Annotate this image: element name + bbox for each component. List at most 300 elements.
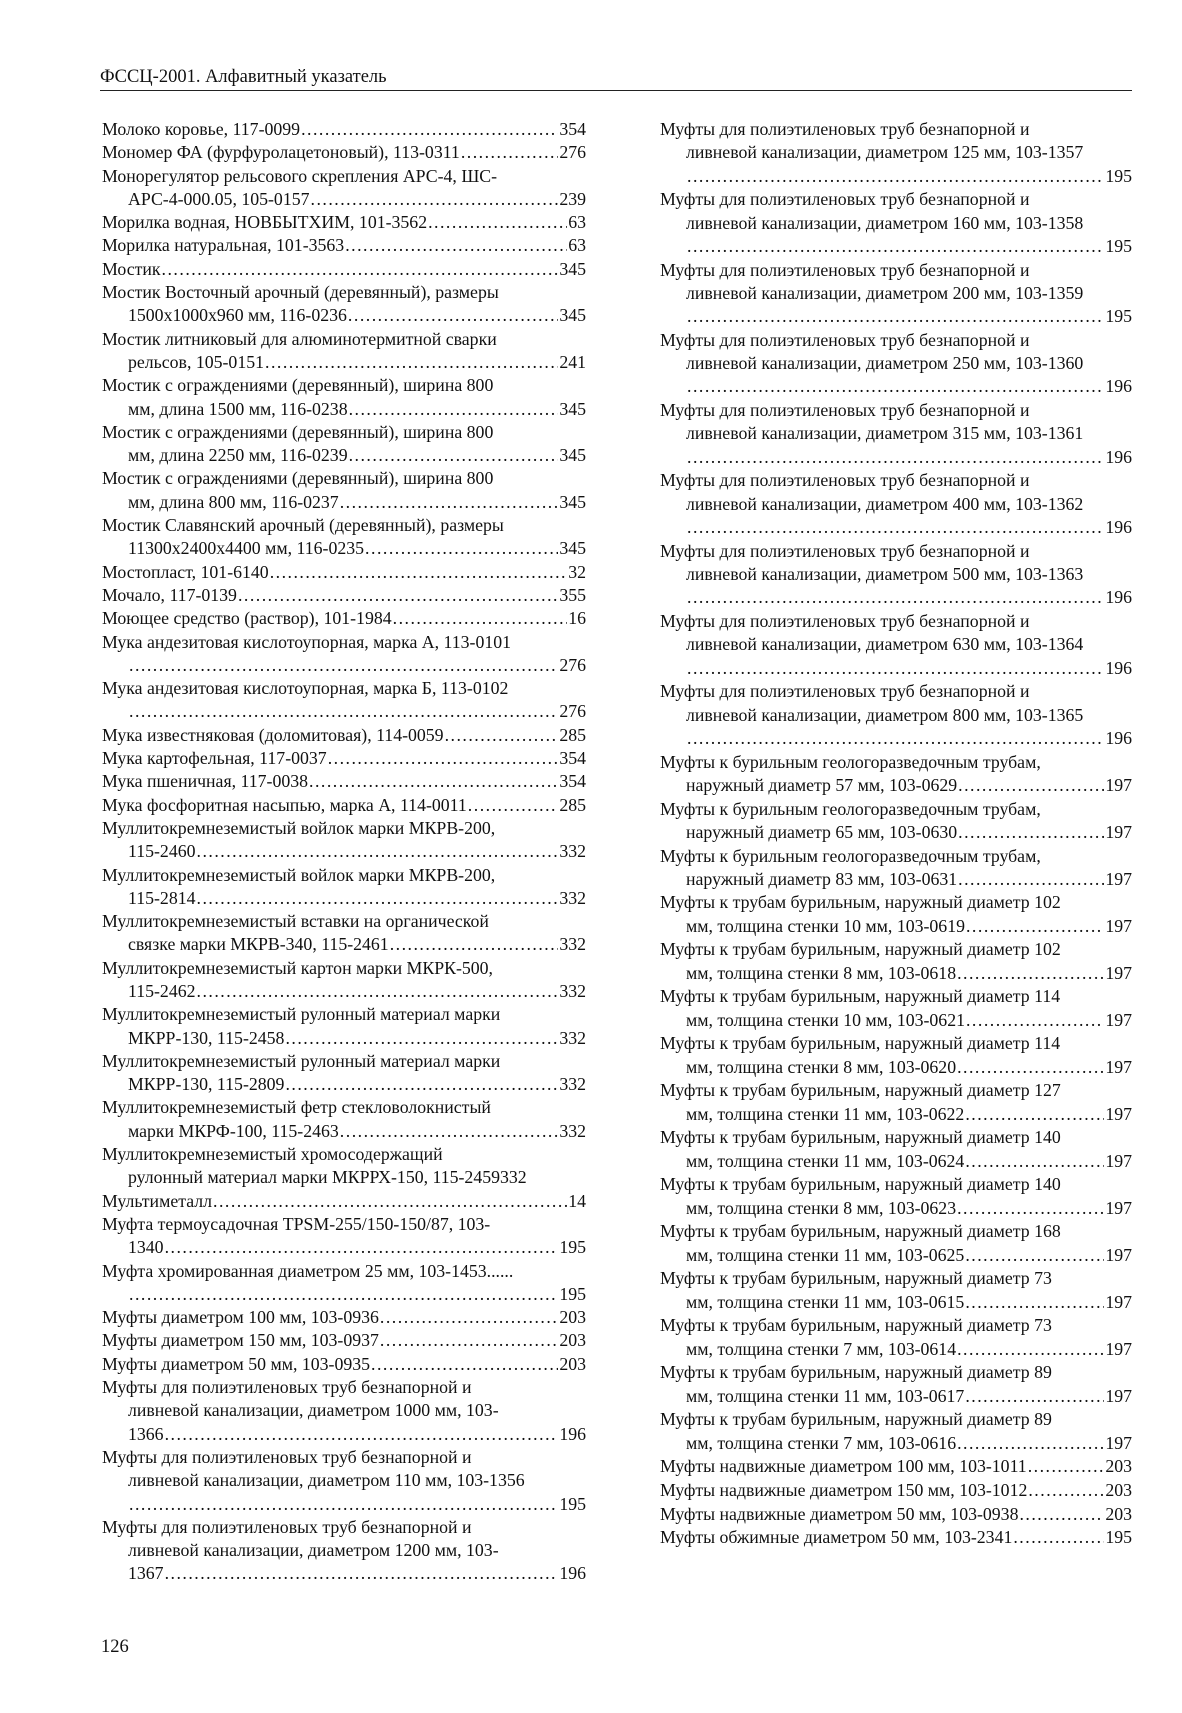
- entry-text-line: мм, толщина стенки 7 мм, 103-0614: [686, 1338, 957, 1359]
- entry-last-line: [102, 724, 586, 747]
- index-entry: [102, 234, 586, 257]
- entry-text-line: Мостик с ограждениями (деревянный), ширина 800: [102, 375, 494, 396]
- entry-text-line: наружный диаметр 83 мм, 103-0631: [686, 868, 958, 889]
- entry-text-line: Муфты для полиэтиленовых труб безнапорной и: [660, 189, 1030, 210]
- page-reference: 197: [1105, 1338, 1132, 1359]
- index-entry: [660, 1220, 1132, 1267]
- index-entry: [102, 514, 586, 561]
- dot-leader: [165, 1562, 559, 1585]
- entry-text-line: мм, толщина стенки 8 мм, 103-0620: [686, 1056, 957, 1077]
- dot-leader: [129, 1283, 558, 1306]
- entry-last-line: [102, 234, 586, 257]
- index-entry: [660, 845, 1132, 892]
- index-entry: [660, 1408, 1132, 1455]
- entry-text-line: Муфты для полиэтиленовых труб безнапорной и: [660, 540, 1030, 561]
- entry-text-line: Муфты к трубам бурильным, наружный диаметр 102: [660, 939, 1061, 960]
- entry-last-line: [660, 868, 1132, 891]
- page-reference: 355: [559, 584, 586, 605]
- index-entry: [660, 798, 1132, 845]
- dot-leader: [461, 141, 559, 164]
- page-reference: 195: [559, 1237, 586, 1258]
- entry-text-line: Муллитокремнеземистый войлок марки МКРВ-200,: [102, 817, 496, 838]
- dot-leader: [129, 654, 558, 677]
- page-reference: 332: [559, 934, 586, 955]
- entry-last-line: [660, 1197, 1132, 1220]
- page-reference: 203: [1105, 1456, 1132, 1477]
- dot-leader: [468, 794, 559, 817]
- entry-text-line: Монорегулятор рельсового скрепления АРС-4, ШС-: [102, 165, 498, 186]
- page-reference: 196: [1105, 446, 1132, 467]
- entry-text-line: Муфты диаметром 150 мм, 103-0937: [102, 1330, 379, 1351]
- entry-text-line: Муллитокремнеземистый войлок марки МКРВ-200,: [102, 864, 496, 885]
- entry-last-line: [660, 1455, 1132, 1478]
- entry-text-line: мм, толщина стенки 7 мм, 103-0616: [686, 1432, 957, 1453]
- page-reference: 276: [559, 654, 586, 675]
- index-entry: [102, 910, 586, 957]
- entry-text-line: Муфты к трубам бурильным, наружный диаметр 127: [660, 1080, 1061, 1101]
- entry-text-line: Муллитокремнеземистый вставки на органической: [102, 911, 489, 932]
- page-reference: 197: [1105, 1244, 1132, 1265]
- entry-text-line: Муфты для полиэтиленовых труб безнапорной и: [102, 1377, 472, 1398]
- entry-text-line: АРС-4-000.05, 105-0157: [128, 188, 310, 209]
- entry-last-line: [102, 1027, 586, 1050]
- entry-text-line: Муфты для полиэтиленовых труб безнапорной и: [660, 329, 1030, 350]
- entry-last-line: [102, 770, 586, 793]
- dot-leader: [311, 188, 559, 211]
- entry-text-line: ливневой канализации, диаметром 160 мм, 103-1358: [686, 212, 1084, 233]
- entry-text-line: 1366: [128, 1423, 164, 1444]
- entry-last-line: [660, 1526, 1132, 1549]
- index-entry: [102, 957, 586, 1004]
- index-entry: [102, 1353, 586, 1376]
- dot-leader: [238, 584, 558, 607]
- page-reference: 195: [1105, 1527, 1132, 1548]
- index-entry: [102, 374, 586, 421]
- running-header: [100, 66, 1132, 91]
- entry-text-line: Муфта термоусадочная TPSM-255/150-150/87, 103-: [102, 1213, 491, 1234]
- page-reference: 196: [1105, 727, 1132, 748]
- entry-text-line: МКРР-130, 115-2458: [128, 1027, 285, 1048]
- dot-leader: [393, 607, 568, 630]
- page-reference: 197: [1105, 1385, 1132, 1406]
- dot-leader: [270, 561, 568, 584]
- entry-last-line: [660, 375, 1132, 398]
- index-entry: [660, 1479, 1132, 1502]
- page-reference: 195: [1105, 306, 1132, 327]
- page-reference: 345: [559, 538, 586, 559]
- entry-last-line: [660, 774, 1132, 797]
- dot-leader: [213, 1190, 567, 1213]
- page-reference: 16: [568, 608, 586, 629]
- entry-text-line: мм, толщина стенки 11 мм, 103-0617: [686, 1385, 965, 1406]
- entry-text-line: ливневой канализации, диаметром 800 мм, 103-1365: [686, 704, 1084, 725]
- entry-last-line: [102, 700, 586, 723]
- entry-text-line: Муллитокремнеземистый картон марки МКРК-500,: [102, 957, 493, 978]
- index-entry: [102, 165, 586, 212]
- entry-last-line: [102, 584, 586, 607]
- entry-text-line: Муфты к трубам бурильным, наружный диаметр 73: [660, 1315, 1052, 1336]
- entry-last-line: [660, 1056, 1132, 1079]
- index-entry: [660, 1173, 1132, 1220]
- page-reference: 332: [559, 980, 586, 1001]
- page-number: 126: [101, 1637, 129, 1657]
- dot-leader: [687, 165, 1104, 188]
- entry-last-line: [102, 1236, 586, 1259]
- dot-leader: [309, 770, 558, 793]
- entry-last-line: [660, 1503, 1132, 1526]
- dot-leader: [958, 774, 1104, 797]
- entry-last-line: [102, 304, 586, 327]
- dot-leader: [958, 821, 1104, 844]
- index-entry: [660, 1503, 1132, 1526]
- dot-leader: [165, 1423, 559, 1446]
- entry-text-line: Муфты для полиэтиленовых труб безнапорной и: [660, 681, 1030, 702]
- entry-text-line: Муллитокремнеземистый хромосодержащий: [102, 1144, 443, 1165]
- entry-last-line: [660, 1150, 1132, 1173]
- page-reference: 203: [559, 1330, 586, 1351]
- page-reference: 197: [1105, 1103, 1132, 1124]
- entry-last-line: [102, 444, 586, 467]
- index-entry: [660, 1032, 1132, 1079]
- entry-text-line: Мостопласт, 101-6140: [102, 561, 269, 582]
- entry-text-line: 1340: [128, 1237, 164, 1258]
- entry-text-line: мм, толщина стенки 8 мм, 103-0623: [686, 1197, 957, 1218]
- dot-leader: [348, 304, 558, 327]
- index-entry: [102, 1096, 586, 1143]
- index-entry: [102, 1143, 586, 1190]
- entry-text-line: ливневой канализации, диаметром 1000 мм, 103-: [128, 1400, 499, 1421]
- page-reference: 345: [559, 258, 586, 279]
- entry-last-line: [660, 1009, 1132, 1032]
- dot-leader: [1028, 1455, 1105, 1478]
- index-entry: [102, 631, 586, 678]
- page-reference: 63: [568, 212, 586, 233]
- dot-leader: [165, 1236, 559, 1259]
- entry-text-line: Муфты к трубам бурильным, наружный диаметр 114: [660, 986, 1061, 1007]
- index-entry: [660, 751, 1132, 798]
- page-reference: 285: [559, 794, 586, 815]
- entry-text-line: Муфты к трубам бурильным, наружный диаметр 114: [660, 1033, 1061, 1054]
- entry-text-line: Муллитокремнеземистый фетр стекловолокнистый: [102, 1097, 491, 1118]
- dot-leader: [197, 887, 559, 910]
- page-reference: 196: [1105, 587, 1132, 608]
- index-entry: [660, 399, 1132, 469]
- entry-last-line: [102, 1329, 586, 1352]
- page-reference: 197: [1105, 774, 1132, 795]
- page-reference: 332: [559, 841, 586, 862]
- entry-last-line: [102, 118, 586, 141]
- entry-text-line: ливневой канализации, диаметром 1200 мм, 103-: [128, 1540, 499, 1561]
- entry-last-line: [102, 654, 586, 677]
- entry-text-line: Мостик Восточный арочный (деревянный), размеры: [102, 282, 499, 303]
- entry-text-line: Муфты к трубам бурильным, наружный диаметр 140: [660, 1127, 1061, 1148]
- dot-leader: [301, 118, 558, 141]
- dot-leader: [687, 727, 1104, 750]
- dot-leader: [162, 258, 559, 281]
- page-reference: 197: [1105, 915, 1132, 936]
- page-reference: 203: [1105, 1479, 1132, 1500]
- dot-leader: [129, 1493, 558, 1516]
- dot-leader: [687, 586, 1104, 609]
- entry-text-line: 115-2460: [128, 841, 196, 862]
- dot-leader: [957, 1432, 1104, 1455]
- dot-leader: [957, 1338, 1104, 1361]
- index-entry: [102, 1190, 586, 1213]
- index-column-right: [660, 118, 1132, 1550]
- page-reference: 197: [1105, 962, 1132, 983]
- entry-last-line: [102, 887, 586, 910]
- entry-text-line: Муфты надвижные диаметром 50 мм, 103-0938: [660, 1503, 1019, 1524]
- index-entry: [102, 328, 586, 375]
- entry-text-line: Муфты надвижные диаметром 150 мм, 103-1012: [660, 1479, 1028, 1500]
- entry-last-line: [102, 211, 586, 234]
- entry-text-line: Морилка натуральная, 101-3563: [102, 235, 345, 256]
- entry-text-line: Муфты к трубам бурильным, наружный диаметр 89: [660, 1409, 1052, 1430]
- entry-last-line: [660, 1479, 1132, 1502]
- index-entry: [102, 794, 586, 817]
- dot-leader: [687, 446, 1104, 469]
- entry-text-line: Муфты к трубам бурильным, наружный диаметр 73: [660, 1268, 1052, 1289]
- entry-text-line: Муфты для полиэтиленовых труб безнапорной и: [660, 610, 1030, 631]
- entry-text-line: рельсов, 105-0151: [128, 351, 264, 372]
- dot-leader: [197, 980, 559, 1003]
- entry-last-line: [660, 962, 1132, 985]
- entry-text-line: наружный диаметр 57 мм, 103-0629: [686, 774, 958, 795]
- entry-text-line: Муфты надвижные диаметром 100 мм, 103-1011: [660, 1456, 1027, 1477]
- dot-leader: [687, 305, 1104, 328]
- page-reference: 354: [559, 748, 586, 769]
- dot-leader: [340, 491, 559, 514]
- page-reference: 195: [1105, 235, 1132, 256]
- entry-last-line: [660, 165, 1132, 188]
- dot-leader: [687, 657, 1104, 680]
- entry-last-line: [660, 821, 1132, 844]
- entry-text-line: Муфты к бурильным геологоразведочным трубам,: [660, 845, 1041, 866]
- index-entry: [660, 469, 1132, 539]
- entry-text-line: Морилка водная, НОВБЫТХИМ, 101-3562: [102, 212, 428, 233]
- entry-last-line: [102, 1306, 586, 1329]
- entry-last-line: [102, 1353, 586, 1376]
- entry-text-line: Мука пшеничная, 117-0038: [102, 771, 309, 792]
- page-reference: 203: [559, 1307, 586, 1328]
- entry-text-line: Мостик литниковый для алюминотермитной сварки: [102, 328, 497, 349]
- entry-text-line: 1500x1000x960 мм, 116-0236: [128, 305, 347, 326]
- entry-last-line: [102, 258, 586, 281]
- entry-text-line: МКРР-130, 115-2809: [128, 1074, 285, 1095]
- entry-text-line: Муфты для полиэтиленовых труб безнапорной и: [660, 259, 1030, 280]
- index-entry: [102, 1376, 586, 1446]
- page-reference: 345: [559, 305, 586, 326]
- entry-text-line: мм, длина 1500 мм, 116-0238: [128, 398, 348, 419]
- page-reference: 332: [559, 1027, 586, 1048]
- index-entry: [660, 1126, 1132, 1173]
- entry-text-line: 115-2462: [128, 980, 196, 1001]
- entry-text-line: Мономер ФА (фурфуролацетоновый), 113-0311: [102, 142, 460, 163]
- page-reference: 345: [559, 445, 586, 466]
- index-entry: [102, 1213, 586, 1260]
- entry-last-line: [660, 1291, 1132, 1314]
- entry-text-line: мм, толщина стенки 11 мм, 103-0622: [686, 1103, 965, 1124]
- index-entry: [102, 817, 586, 864]
- entry-last-line: [660, 446, 1132, 469]
- entry-text-line: связке марки МКРВ-340, 115-2461: [128, 934, 389, 955]
- dot-leader: [966, 1009, 1104, 1032]
- entry-last-line: [102, 1073, 586, 1096]
- dot-leader: [957, 1197, 1104, 1220]
- index-entry: [660, 329, 1132, 399]
- entry-text-line: мм, толщина стенки 8 мм, 103-0618: [686, 962, 957, 983]
- page-reference: 276: [559, 142, 586, 163]
- entry-text-line: мм, толщина стенки 10 мм, 103-0619: [686, 915, 965, 936]
- index-entry: [102, 1050, 586, 1097]
- index-entry: [102, 281, 586, 328]
- entry-text-line: рулонный материал марки МКРРХ-150, 115-2459332: [128, 1167, 527, 1188]
- page-reference: 14: [568, 1190, 586, 1211]
- index-entry: [102, 1260, 586, 1307]
- dot-leader: [687, 375, 1104, 398]
- dot-leader: [345, 234, 567, 257]
- dot-leader: [957, 1056, 1104, 1079]
- page-reference: 332: [559, 887, 586, 908]
- page-reference: 197: [1105, 1056, 1132, 1077]
- entry-text-line: Муфты для полиэтиленовых труб безнапорной и: [102, 1516, 472, 1537]
- entry-text-line: Мостик Славянский арочный (деревянный), размеры: [102, 515, 504, 536]
- entry-last-line: [102, 188, 586, 211]
- entry-text-line: Моющее средство (раствор), 101-1984: [102, 608, 392, 629]
- entry-text-line: Молоко коровье, 117-0099: [102, 119, 301, 139]
- dot-leader: [966, 915, 1104, 938]
- index-entry: [102, 1446, 586, 1516]
- dot-leader: [197, 840, 559, 863]
- dot-leader: [365, 537, 558, 560]
- index-entry: [660, 891, 1132, 938]
- entry-last-line: [102, 351, 586, 374]
- page-reference: 203: [1105, 1503, 1132, 1524]
- index-entry: [102, 1516, 586, 1586]
- entry-text-line: ливневой канализации, диаметром 315 мм, 103-1361: [686, 423, 1084, 444]
- page-reference: 332: [559, 1074, 586, 1095]
- entry-last-line: [102, 491, 586, 514]
- entry-text-line: мм, толщина стенки 10 мм, 103-0621: [686, 1009, 965, 1030]
- entry-last-line: [660, 1244, 1132, 1267]
- index-entry: [660, 540, 1132, 610]
- entry-text-line: Мочало, 117-0139: [102, 584, 237, 605]
- entry-last-line: [102, 398, 586, 421]
- page-reference: 345: [559, 398, 586, 419]
- index-entry: [102, 467, 586, 514]
- entry-last-line: [102, 980, 586, 1003]
- entry-text-line: Муллитокремнеземистый рулонный материал марки: [102, 1050, 501, 1071]
- entry-last-line: [102, 1493, 586, 1516]
- entry-text-line: наружный диаметр 65 мм, 103-0630: [686, 821, 958, 842]
- index-entry: [102, 1306, 586, 1329]
- entry-text-line: ливневой канализации, диаметром 200 мм, 103-1359: [686, 282, 1084, 303]
- dot-leader: [428, 211, 567, 234]
- page-reference: 197: [1105, 1432, 1132, 1453]
- page-reference: 195: [559, 1493, 586, 1514]
- entry-text-line: ливневой канализации, диаметром 125 мм, 103-1357: [686, 142, 1084, 163]
- page-reference: 197: [1105, 1009, 1132, 1030]
- index-entry: [660, 938, 1132, 985]
- entry-text-line: Мука известняковая (доломитовая), 114-0059: [102, 724, 444, 745]
- page-reference: 285: [559, 724, 586, 745]
- dot-leader: [965, 1244, 1104, 1267]
- index-entry: [102, 607, 586, 630]
- dot-leader: [957, 962, 1104, 985]
- entry-text-line: Муфты для полиэтиленовых труб безнапорной и: [660, 119, 1030, 139]
- entry-last-line: [102, 1283, 586, 1306]
- entry-text-line: 1367: [128, 1563, 164, 1584]
- index-entry: [102, 1329, 586, 1352]
- dot-leader: [965, 1385, 1104, 1408]
- entry-text-line: Муфты для полиэтиленовых труб безнапорной и: [660, 470, 1030, 491]
- page-reference: 241: [559, 351, 586, 372]
- index-entry: [660, 118, 1132, 188]
- entry-text-line: Муфты к трубам бурильным, наружный диаметр 168: [660, 1221, 1061, 1242]
- dot-leader: [965, 1150, 1104, 1173]
- entry-text-line: ливневой канализации, диаметром 250 мм, 103-1360: [686, 353, 1084, 374]
- dot-leader: [129, 700, 558, 723]
- dot-leader: [1013, 1526, 1104, 1549]
- entry-last-line: [102, 840, 586, 863]
- entry-text-line: Муфты к бурильным геологоразведочным трубам,: [660, 751, 1041, 772]
- dot-leader: [445, 724, 559, 747]
- page-reference: 203: [559, 1353, 586, 1374]
- page-reference: 276: [559, 701, 586, 722]
- index-entry: [102, 141, 586, 164]
- dot-leader: [349, 398, 559, 421]
- entry-last-line: [660, 915, 1132, 938]
- page-reference: 63: [568, 235, 586, 256]
- page-reference: 354: [559, 119, 586, 139]
- entry-last-line: [102, 537, 586, 560]
- page-reference: 345: [559, 491, 586, 512]
- dot-leader: [965, 1291, 1104, 1314]
- entry-last-line: [660, 305, 1132, 328]
- index-entry: [660, 1079, 1132, 1126]
- dot-leader: [390, 933, 559, 956]
- page-reference: 32: [568, 561, 586, 582]
- entry-text-line: Муфты к трубам бурильным, наружный диаметр 140: [660, 1174, 1061, 1195]
- entry-text-line: Муфты к трубам бурильным, наружный диаметр 89: [660, 1362, 1052, 1383]
- dot-leader: [380, 1329, 558, 1352]
- dot-leader: [328, 747, 559, 770]
- dot-leader: [285, 1027, 558, 1050]
- index-entry: [660, 259, 1132, 329]
- page-reference: 197: [1105, 1150, 1132, 1171]
- entry-last-line: [660, 1103, 1132, 1126]
- entry-last-line: [660, 1385, 1132, 1408]
- entry-text-line: мм, толщина стенки 11 мм, 103-0625: [686, 1244, 965, 1265]
- entry-text-line: мм, толщина стенки 11 мм, 103-0624: [686, 1150, 965, 1171]
- index-entry: [102, 258, 586, 281]
- entry-text-line: мм, длина 800 мм, 116-0237: [128, 491, 339, 512]
- dot-leader: [965, 1103, 1104, 1126]
- entry-text-line: Муфты обжимные диаметром 50 мм, 103-2341: [660, 1527, 1013, 1548]
- dot-leader: [1019, 1503, 1104, 1526]
- entry-last-line: [102, 607, 586, 630]
- entry-text-line: Мостик с ограждениями (деревянный), ширина 800: [102, 468, 494, 489]
- entry-last-line: [660, 586, 1132, 609]
- dot-leader: [349, 444, 559, 467]
- index-entry: [660, 1314, 1132, 1361]
- index-entry: [102, 770, 586, 793]
- entry-text-line: Мостик с ограждениями (деревянный), ширина 800: [102, 421, 494, 442]
- index-entry: [102, 421, 586, 468]
- dot-leader: [958, 868, 1104, 891]
- index-entry: [660, 680, 1132, 750]
- entry-last-line: [102, 1423, 586, 1446]
